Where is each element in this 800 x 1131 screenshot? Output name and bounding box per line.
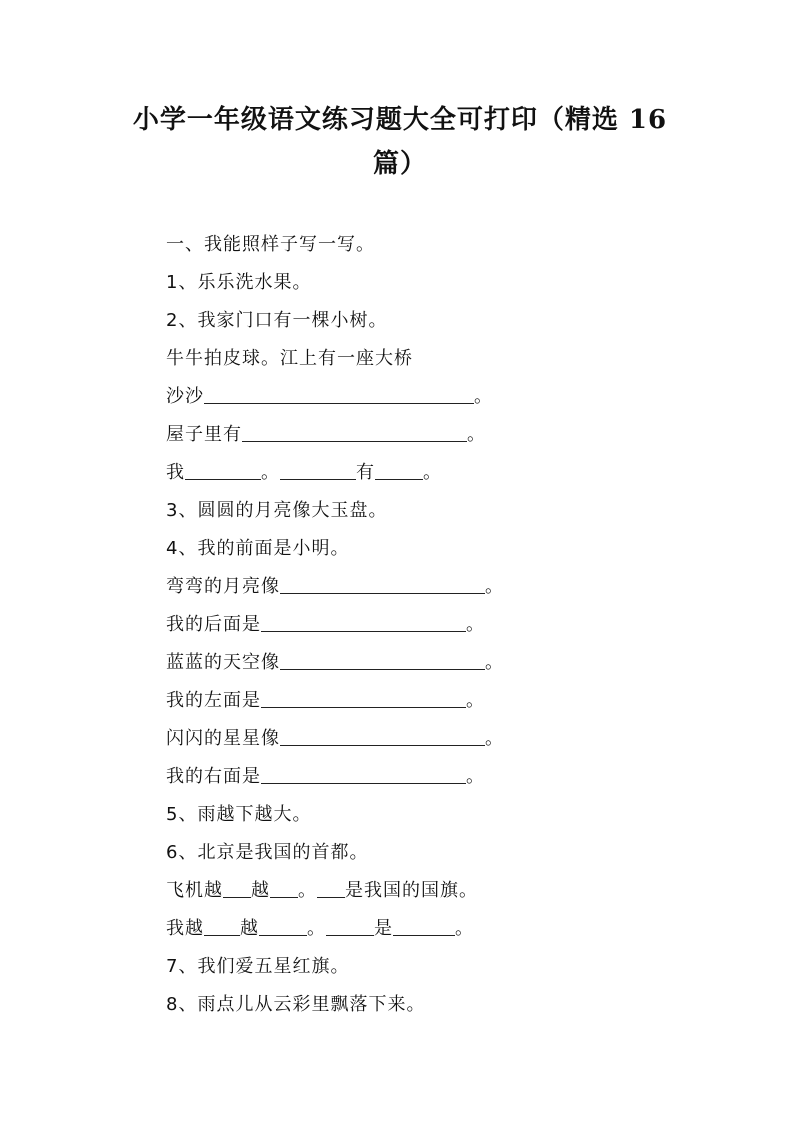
- prompt-text: 是: [374, 918, 393, 939]
- prompt-text: 我的后面是: [166, 614, 261, 635]
- punctuation: 。: [261, 462, 280, 483]
- punctuation: 。: [485, 576, 504, 597]
- exercise-content: [166, 230, 686, 1028]
- example-sentence-3: 牛牛拍皮球。江上有一座大桥: [166, 348, 413, 369]
- fill-line: [166, 458, 686, 496]
- punctuation: 。: [423, 462, 442, 483]
- prompt-text: 我的右面是: [166, 766, 261, 787]
- fill-line: [166, 724, 686, 762]
- fill-line: [166, 382, 686, 420]
- fill-blank[interactable]: [375, 459, 423, 480]
- punctuation: 。: [307, 918, 326, 939]
- fill-blank[interactable]: [223, 877, 251, 898]
- punctuation: 。: [298, 880, 317, 901]
- example-sentence-4: 3、圆圆的月亮像大玉盘。: [166, 500, 388, 521]
- fill-blank[interactable]: [261, 611, 466, 632]
- fill-blank[interactable]: [204, 915, 240, 936]
- fill-line: [166, 686, 686, 724]
- example-sentence-8: 7、我们爱五星红旗。: [166, 956, 350, 977]
- punctuation: 。: [466, 766, 485, 787]
- fill-line: [166, 914, 686, 952]
- prompt-text: 飞机越: [166, 880, 223, 901]
- prompt-text: 我的左面是: [166, 690, 261, 711]
- fill-line: [166, 876, 686, 914]
- fill-blank[interactable]: [261, 763, 466, 784]
- fill-blank[interactable]: [280, 725, 485, 746]
- fill-line: [166, 420, 686, 458]
- prompt-text: 有: [356, 462, 375, 483]
- fill-blank[interactable]: [393, 915, 455, 936]
- punctuation: 。: [467, 424, 486, 445]
- prompt-text: 越: [240, 918, 259, 939]
- prompt-text: 越: [251, 880, 270, 901]
- example-sentence-5: 4、我的前面是小明。: [166, 538, 350, 559]
- fill-blank[interactable]: [259, 915, 307, 936]
- fill-line: [166, 762, 686, 800]
- fill-line: [166, 610, 686, 648]
- punctuation: 。: [474, 386, 493, 407]
- fill-blank[interactable]: [317, 877, 345, 898]
- prompt-text: 我: [166, 462, 185, 483]
- fill-blank[interactable]: [242, 421, 467, 442]
- prompt-text: 我越: [166, 918, 204, 939]
- fill-blank[interactable]: [261, 687, 466, 708]
- punctuation: 。: [455, 918, 474, 939]
- fill-blank[interactable]: [280, 459, 356, 480]
- fill-blank[interactable]: [280, 573, 485, 594]
- title-line-2: 篇）: [372, 149, 427, 179]
- example-sentence-2: 2、我家门口有一棵小树。: [166, 310, 388, 331]
- fill-blank[interactable]: [270, 877, 298, 898]
- punctuation: 。: [466, 614, 485, 635]
- prompt-text: 闪闪的星星像: [166, 728, 280, 749]
- example-sentence-9: 8、雨点儿从云彩里飘落下来。: [166, 994, 426, 1015]
- fill-blank[interactable]: [326, 915, 374, 936]
- section-heading: 一、我能照样子写一写。: [166, 234, 375, 255]
- prompt-text: 弯弯的月亮像: [166, 576, 280, 597]
- title-line-1: 小学一年级语文练习题大全可打印（精选 16: [132, 105, 668, 135]
- prompt-text: 是我国的国旗。: [345, 880, 478, 901]
- punctuation: 。: [466, 690, 485, 711]
- prompt-text: 屋子里有: [166, 424, 242, 445]
- fill-line: [166, 648, 686, 686]
- fill-blank[interactable]: [185, 459, 261, 480]
- example-sentence-1: 1、乐乐洗水果。: [166, 272, 312, 293]
- document-title: [100, 98, 700, 186]
- example-sentence-7: 6、北京是我国的首都。: [166, 842, 369, 863]
- punctuation: 。: [485, 728, 504, 749]
- example-sentence-6: 5、雨越下越大。: [166, 804, 312, 825]
- punctuation: 。: [485, 652, 504, 673]
- prompt-text: 蓝蓝的天空像: [166, 652, 280, 673]
- fill-line: [166, 572, 686, 610]
- fill-blank[interactable]: [204, 383, 474, 404]
- prompt-text: 沙沙: [166, 386, 204, 407]
- fill-blank[interactable]: [280, 649, 485, 670]
